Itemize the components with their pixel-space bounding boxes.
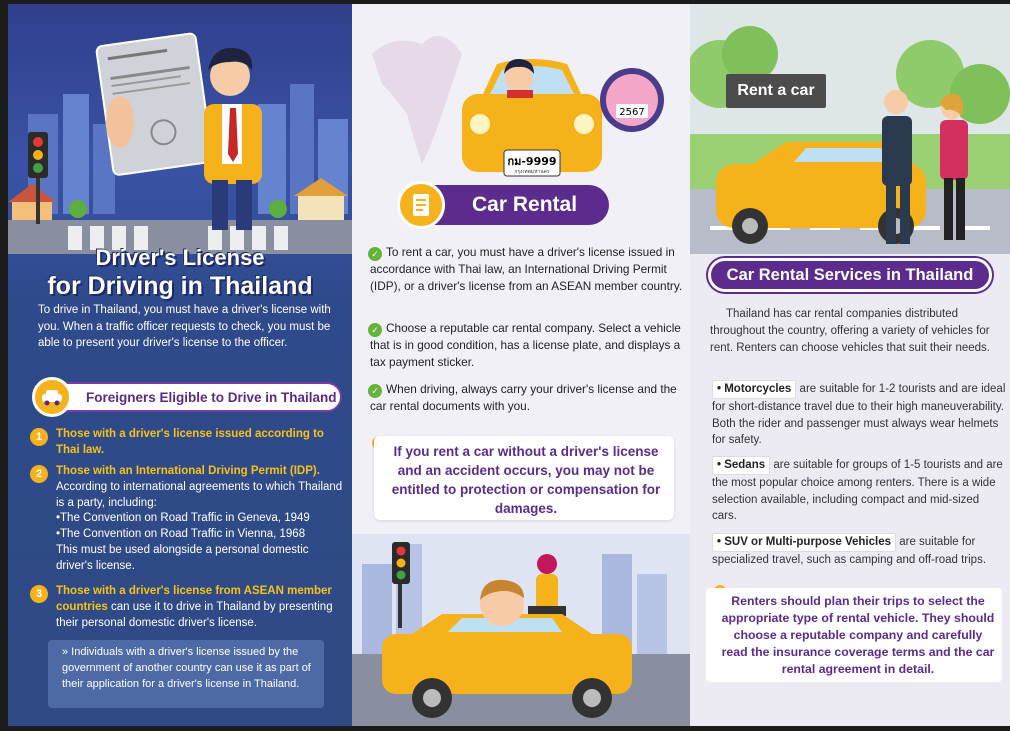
vehicle-item	[712, 456, 1006, 525]
vehicle-tag: • Motorcycles	[712, 380, 796, 399]
page-title	[8, 244, 352, 300]
intro-text: To drive in Thailand, you must have a driver's license with you. When a traffic officer requests to check, you must be able to present your driver's license to the officer.	[38, 304, 331, 349]
rental-point: Choose a reputable car rental company. Select a vehicle that is in good condition, has a license plate, and displays a tax payment sticker.	[370, 321, 681, 369]
title-line-1: Driver's License	[95, 245, 265, 270]
number-badge: 1	[30, 428, 48, 446]
number-badge: 2	[30, 465, 48, 483]
vehicle-tag: • Sedans	[712, 456, 770, 475]
rental-handover-illustration	[690, 4, 1010, 254]
item-highlight: Those with a driver's license issued according to Thai law.	[56, 428, 324, 456]
vehicle-text: are suitable for 1-2 tourists and are ideal for short-distance travel due to their high maneuverability. Both the rider and passenger must always wear helmets for safety.	[712, 383, 1006, 447]
panel-rental-services	[690, 4, 1010, 726]
eligibility-item	[56, 427, 346, 459]
panel-drivers-license	[8, 4, 352, 726]
license-plate-subtext: กรุงเทพมหานคร	[514, 169, 550, 175]
vehicle-tag: • SUV or Multi-purpose Vehicles	[712, 533, 896, 552]
vehicle-text: are suitable for groups of 1-5 tourists and are the most popular choice among renters. There is a wide selection available, including compact and mid-sized cars.	[712, 459, 1003, 523]
item-bullet: •The Convention on Road Traffic in Vienna, 1968	[56, 528, 306, 541]
vehicle-item	[712, 380, 1006, 449]
section-title-pill	[36, 382, 342, 412]
car-driver-illustration	[352, 4, 690, 184]
item-bullet: •The Convention on Road Traffic in Geneva, 1949	[56, 512, 310, 525]
tip-box: Renters should plan their trips to select the appropriate type of rental vehicle. They should choose a reputable company and carefully read the insurance coverage terms and the car rental agreement in detail.	[706, 588, 1002, 682]
item-highlight: Those with an International Driving Permit (IDP).	[56, 465, 320, 477]
number-badge: 3	[30, 585, 48, 603]
license-plate-text: กม-9999	[507, 155, 557, 168]
tax-sticker-number: 2567	[619, 107, 645, 118]
vehicle-item	[712, 533, 1006, 569]
check-icon: ✓	[368, 323, 382, 337]
item-body: According to international agreements to which Thailand is a party, including:	[56, 480, 343, 509]
section-title: Foreigners Eligible to Drive in Thailand	[86, 389, 337, 405]
title-line-2: for Driving in Thailand	[47, 272, 313, 300]
eligibility-item	[56, 584, 346, 631]
rental-point: To rent a car, you must have a driver's license issued in accordance with Thai law, an International Driving Permit (IDP), or a driver's license from an ASEAN member country.	[370, 245, 683, 293]
warning-box: If you rent a car without a driver's license and an accident occurs, you may not be entitled to protection or compensation for damages.	[374, 436, 674, 520]
rent-a-car-sign: Rent a car	[726, 74, 826, 108]
item-body: can use it to drive in Thailand by presenting their personal domestic driver's license.	[56, 600, 333, 629]
section-title: Car Rental	[472, 193, 578, 216]
rental-point: When driving, always carry your driver's license and the car rental documents with you.	[370, 382, 677, 413]
intro-text: Thailand has car rental companies distributed throughout the country, offering a variety of vehicles for rent. Renters can choose vehicles that suit their needs.	[710, 308, 990, 354]
section-title-pill	[397, 185, 609, 225]
check-icon: ✓	[368, 384, 382, 398]
check-icon: ✓	[368, 247, 382, 261]
item-tail: This must be used alongside a personal domestic driver's license.	[56, 543, 309, 572]
section-title: Car Rental Services in Thailand	[726, 265, 974, 284]
section-title-pill	[708, 258, 992, 292]
note-box: » Individuals with a driver's license issued by the government of another country can use it as part of their application for a driver's license in Thailand.	[48, 640, 324, 708]
driving-scene-illustration	[352, 534, 690, 726]
panel-car-rental	[352, 4, 690, 726]
vehicle-text: are suitable for specialized travel, such as camping and off-road trips.	[712, 536, 987, 566]
eligibility-item	[56, 464, 346, 575]
item-highlight: Those with a driver's license from ASEAN member countries	[56, 585, 332, 613]
document-icon	[397, 181, 445, 229]
city-scene-illustration	[8, 4, 352, 254]
car-icon	[32, 377, 72, 417]
